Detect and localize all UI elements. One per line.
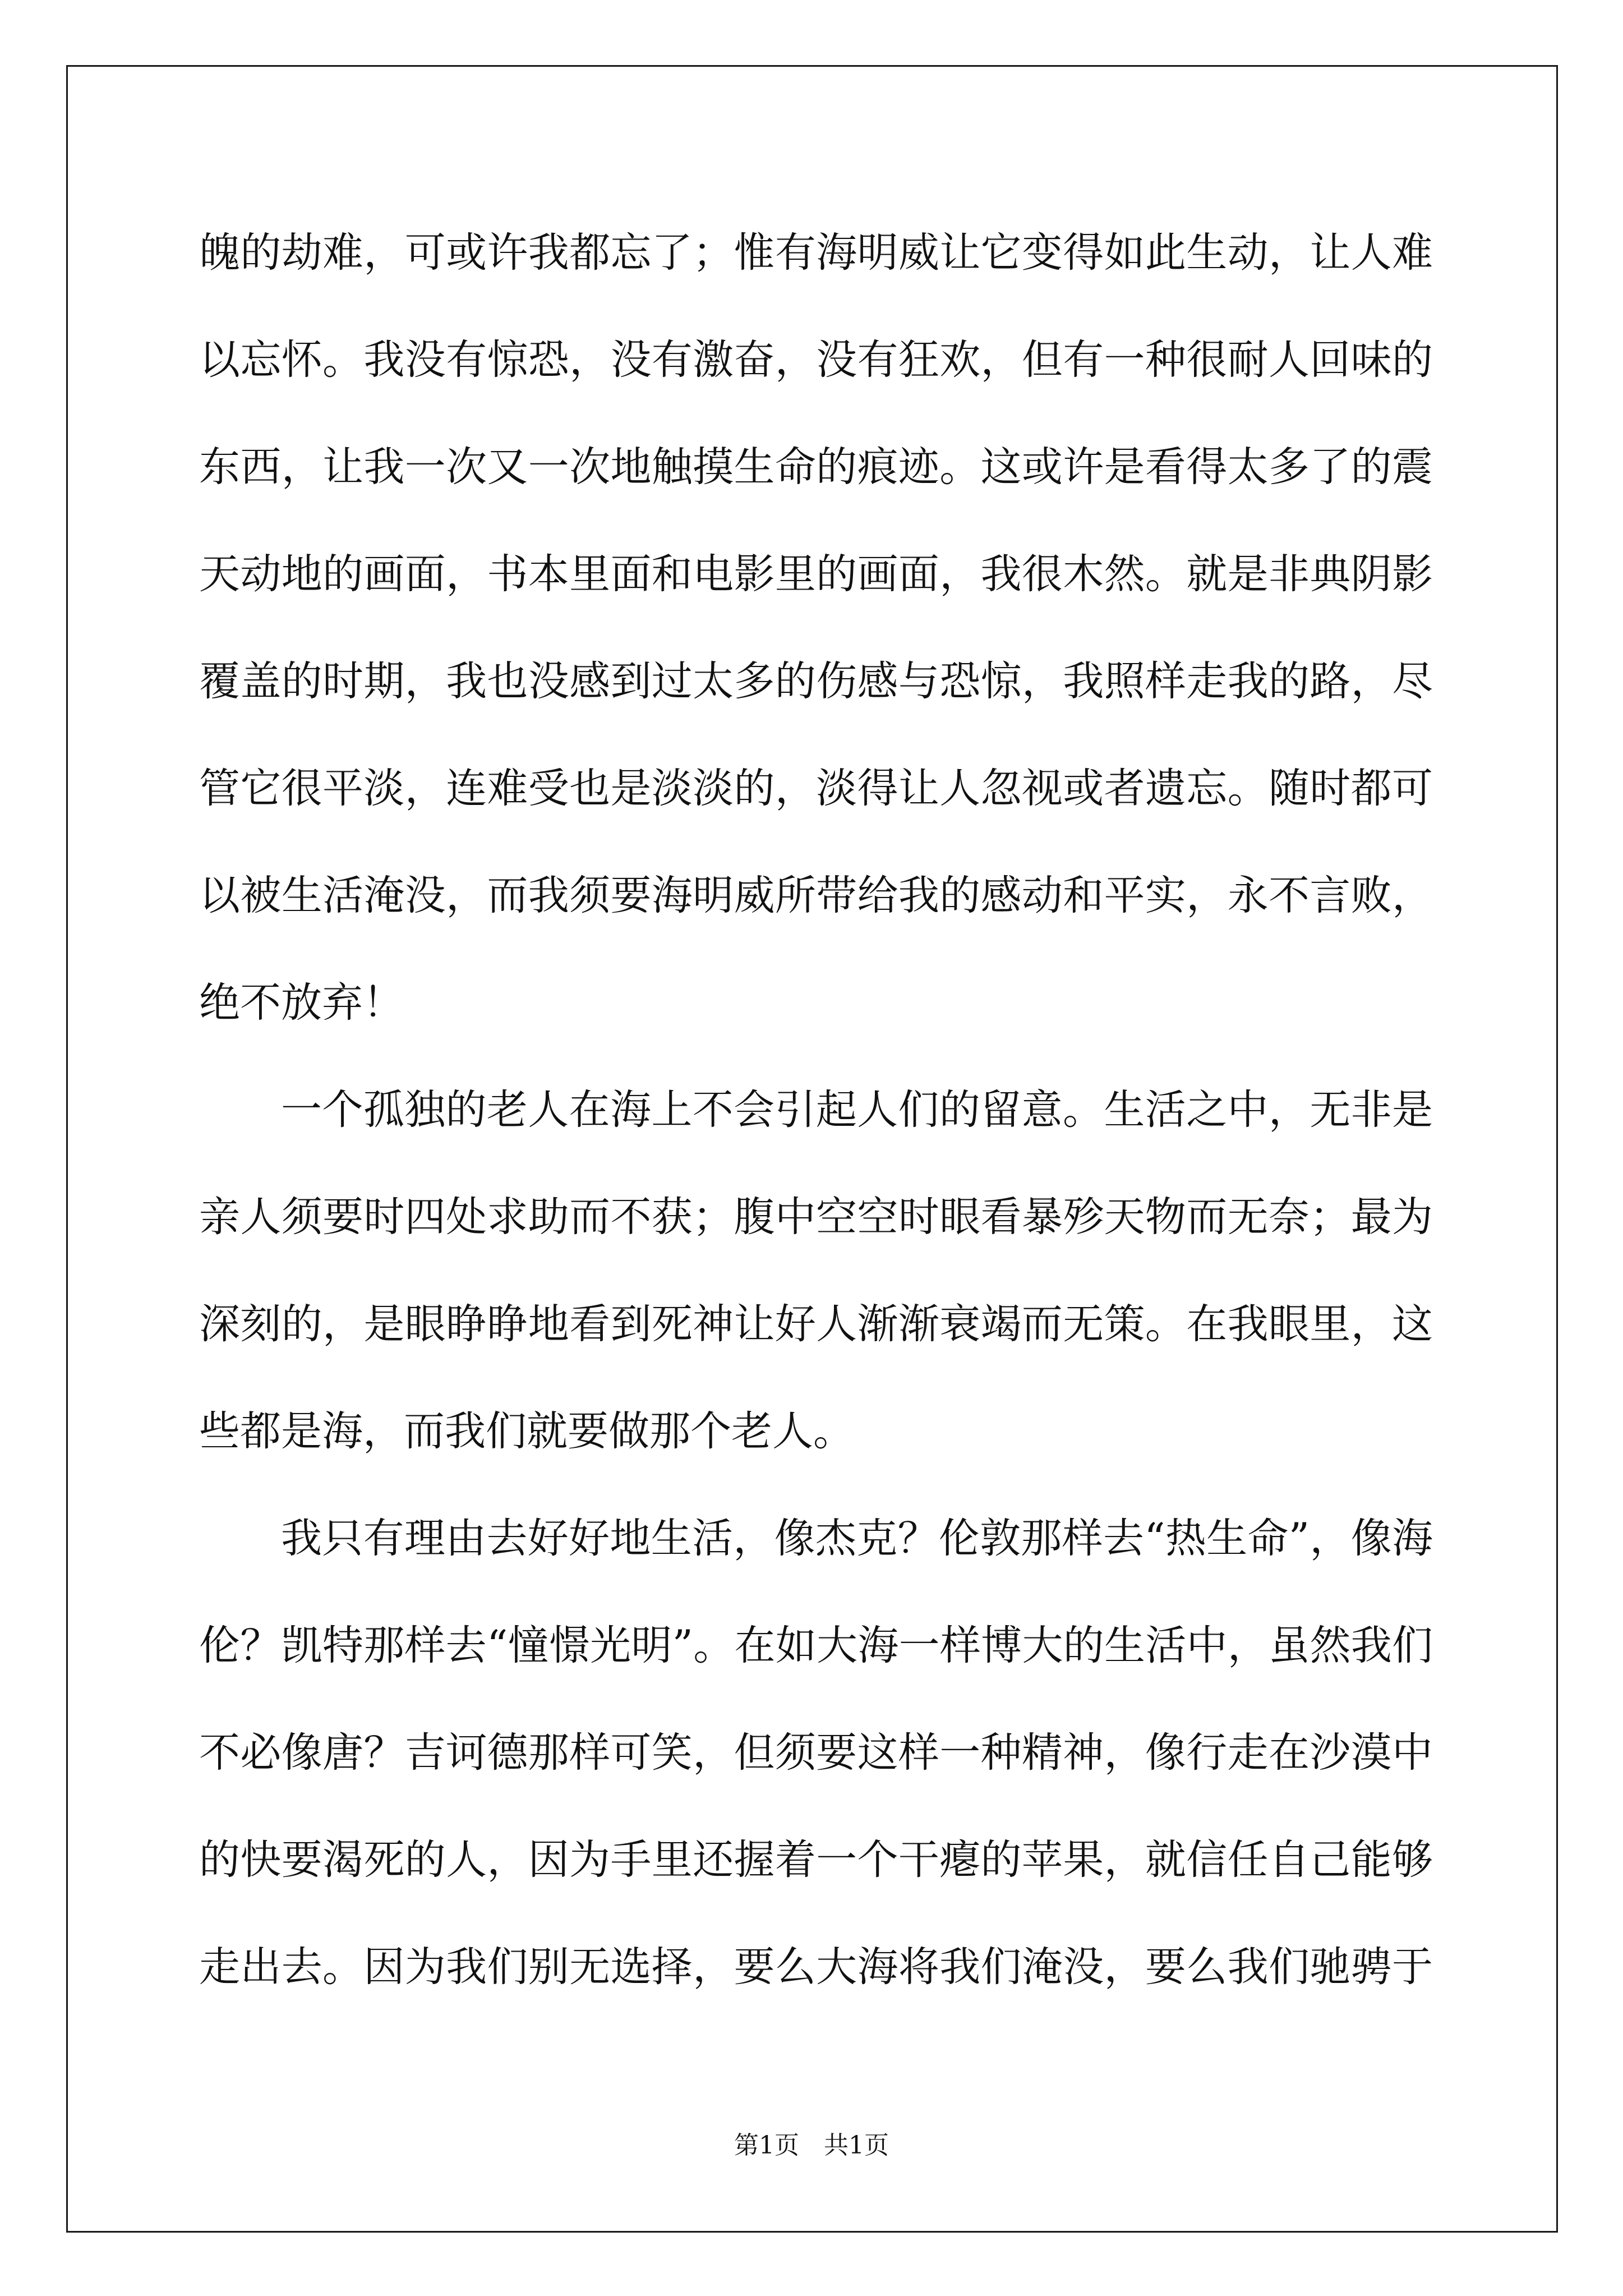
text-line: 走出去。因为我们别无选择，要么大海将我们淹没，要么我们驰骋于 [199,1943,1433,1991]
text-line: 管它很平淡，连难受也是淡淡的，淡得让人忽视或者遗忘。随时都可 [199,765,1433,812]
text-line: 不必像唐？吉诃德那样可笑，但须要这样一种精神，像行走在沙漠中 [199,1729,1433,1777]
text-line: 伦？凯特那样去“憧憬光明”。在如大海一样博大的生活中，虽然我们 [199,1622,1433,1669]
text-line: 亲人须要时四处求助而不获；腹中空空时眼看暴殄天物而无奈；最为 [199,1193,1433,1241]
text-line: 东西，让我一次又一次地触摸生命的痕迹。这或许是看得太多了的震 [199,443,1433,491]
page-number-footer: 第1页 共1页 [734,2131,889,2160]
text-line: 的快要渴死的人，因为手里还握着一个干瘪的苹果，就信任自己能够 [199,1836,1433,1884]
text-line: 以忘怀。我没有惊恐，没有激奋，没有狂欢，但有一种很耐人回味的 [199,336,1433,384]
text-line: 天动地的画面，书本里面和电影里的画面，我很木然。就是非典阴影 [199,550,1433,598]
text-line: 绝不放弃！ [199,979,404,1027]
text-line: 深刻的，是眼睁睁地看到死神让好人渐渐衰竭而无策。在我眼里，这 [199,1300,1433,1348]
text-line: 一个孤独的老人在海上不会引起人们的留意。生活之中，无非是 [281,1086,1433,1134]
text-line: 以被生活淹没，而我须要海明威所带给我的感动和平实，永不言败， [199,872,1433,919]
text-line: 我只有理由去好好地生活，像杰克？伦敦那样去“热生命”，像海 [281,1515,1433,1562]
text-line: 魄的劫难，可或许我都忘了；惟有海明威让它变得如此生动，让人难 [199,229,1433,277]
text-line: 覆盖的时期，我也没感到过太多的伤感与恐惊，我照样走我的路，尽 [199,657,1433,705]
document-body [199,199,1433,2021]
text-line: 些都是海，而我们就要做那个老人。 [199,1407,854,1455]
